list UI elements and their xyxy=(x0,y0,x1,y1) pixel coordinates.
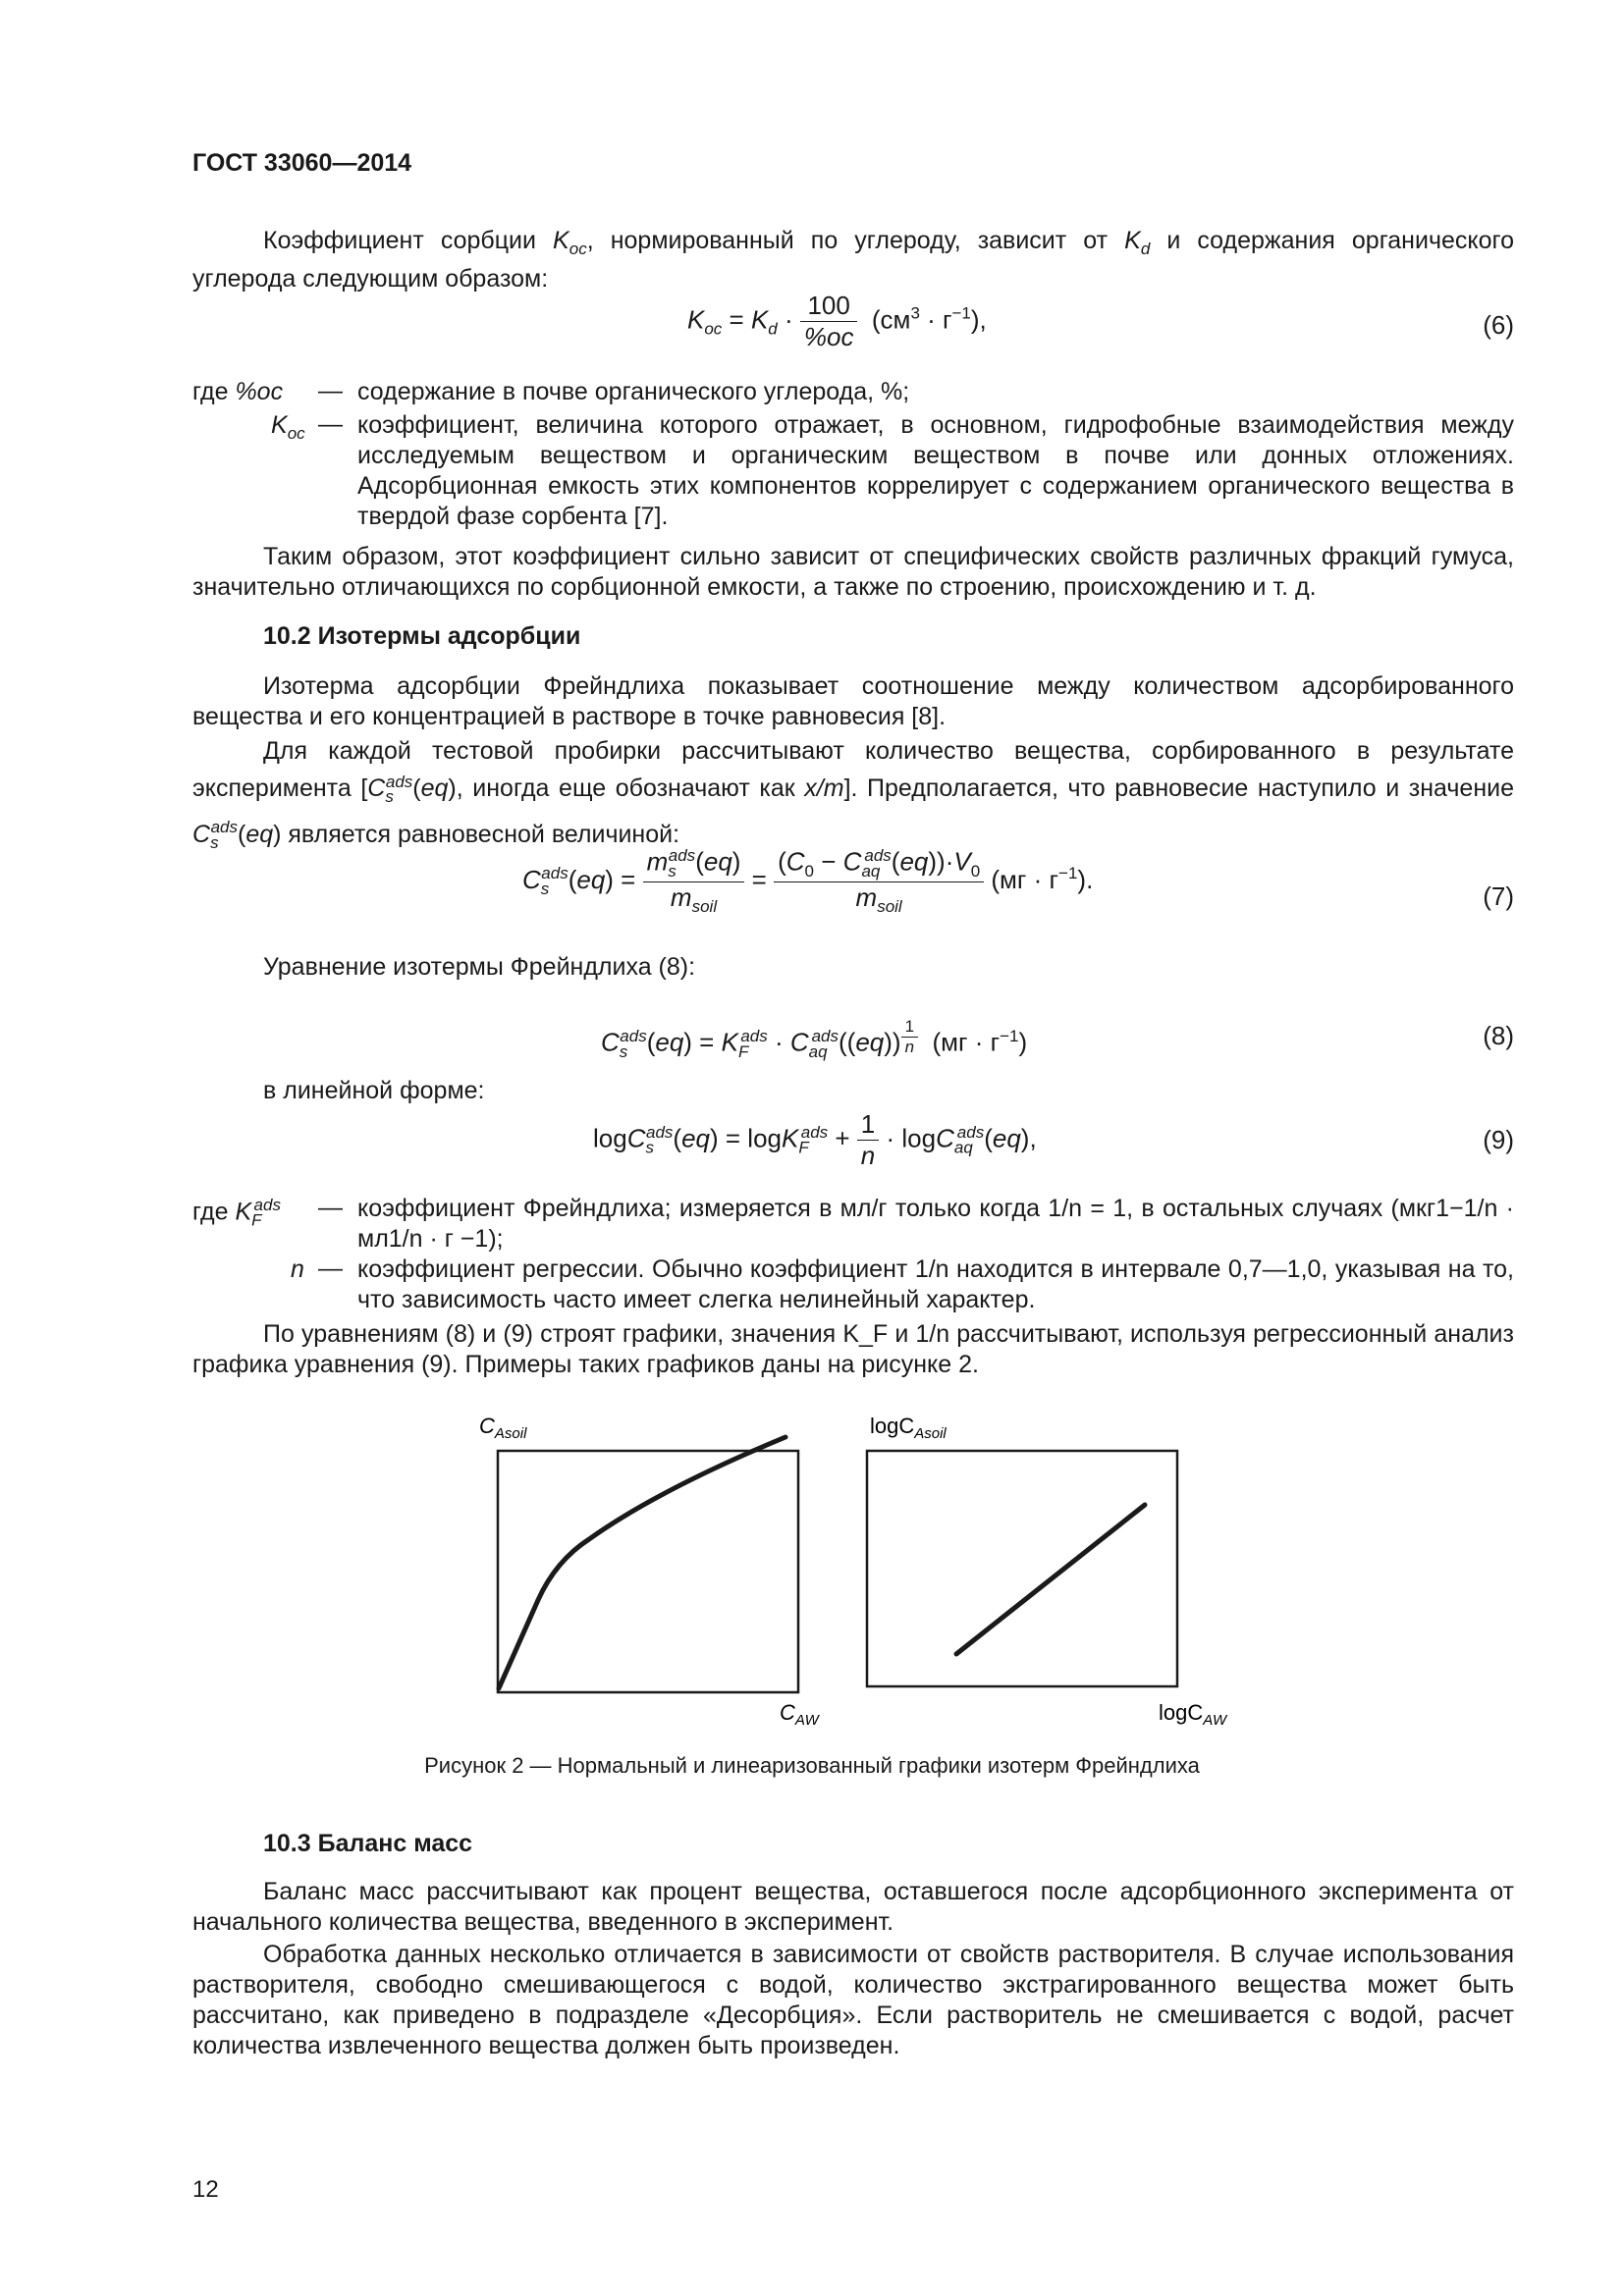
left-x-axis-label: $C_{AW}$ xyxy=(780,1700,819,1729)
paragraph-10-2-4: в линейной форме: xyxy=(263,1077,485,1104)
where-prefix-6: где %oc xyxy=(192,378,284,405)
where-prefix-9: где $K_F^{ads}$ xyxy=(192,1196,281,1230)
section-heading-10-3: 10.3 Баланс масс xyxy=(263,1830,473,1857)
equation-7: $C_s^{ads}(eq)$ = $\frac{m_s^{ads}(eq)}{m_{soil}}$ = $\frac{(C_0 - C_{aq}^{ads}(eq))\cdot V_0}{m_{soil}}$ $(мг \cdot г^{-1})$. xyxy=(522,846,1094,917)
dash: — xyxy=(318,410,343,438)
equation-8-number: (8) xyxy=(1483,1021,1514,1050)
figure-2 xyxy=(461,1404,1247,1747)
standard-code: ГОСТ 33060—2014 xyxy=(192,149,412,177)
right-y-axis-label: logC$_{Asoil}$ xyxy=(870,1414,947,1442)
def-n: коэффициент регрессии. Обычно коэффициент 1/n находится в интервале 0,7—1,0, указывая на то, что зависимость часто имеет слегка нелинейный характер. xyxy=(357,1255,1514,1313)
equation-9: logC$_s^{ads}$(eq) = logK$_F^{ads}$ + $\frac{1}{n}$ · logC$_{aq}^{ads}$(eq), xyxy=(593,1109,1037,1170)
section-heading-10-2: 10.2 Изотермы адсорбции xyxy=(263,622,581,650)
term-koc: $K_{oc}$ xyxy=(271,411,305,443)
def-koc: коэффициент, величина которого отражает, в основном, гидрофобные взаимодействия между исследуемым веществом и органическим веществом в почве или донных отложениях. Адсорбционная емкость этих компонентов коррелирует с содержанием органического вещества в твердой фазе сорбента [7]. xyxy=(357,411,1514,530)
linear-regression-line xyxy=(956,1505,1145,1654)
paragraph-10-2-3: Уравнение изотермы Фрейндлиха (8): xyxy=(263,953,696,981)
paragraph-10-2-5: По уравнениям (8) и (9) строят графики, значения K_F и 1/n рассчитывают, используя регрессионный анализ графика уравнения (9). Примеры таких графиков даны на рисунке 2. xyxy=(192,1320,1514,1378)
page-number: 12 xyxy=(192,2176,219,2203)
def-kf: коэффициент Фрейндлиха; измеряется в мл/г только когда 1/n = 1, в остальных случаях (мкг1−1/n · мл1/n · г −1); xyxy=(357,1195,1514,1253)
right-x-axis-label: logC$_{AW}$ xyxy=(1159,1700,1227,1729)
term-n: n xyxy=(291,1255,304,1283)
paragraph-10-2-1: Изотерма адсорбции Фрейндлиха показывает соотношение между количеством адсорбированного вещества и его концентрацией в растворе в точке равновесия [8]. xyxy=(192,672,1514,730)
def-oc: содержание в почве органического углерода, %; xyxy=(357,378,910,405)
figure-caption: Рисунок 2 — Нормальный и линеаризованный графики изотерм Фрейндлиха xyxy=(424,1753,1200,1778)
equation-6: $K_{oc} = K_d$ · $\frac{100}{\%oc}$ $(см^3 \cdot г^{-1})$, xyxy=(687,291,987,351)
dash: — xyxy=(318,377,343,404)
paragraph-10-3-2: Обработка данных несколько отличается в зависимости от свойств растворителя. В случае использования растворителя, свободно смешивающегося с водой, количество экстрагированного вещества может быть рассчитано, как приведено в подразделе «Десорбция». Если растворитель не смешивается с водой, расчет количества извлеченного вещества должен быть произведен. xyxy=(192,1941,1514,2059)
paragraph-10-3-1: Баланс масс рассчитывают как процент вещества, оставшегося после адсорбционного эксперимента от начального количества вещества, введенного в эксперимент. xyxy=(192,1878,1514,1936)
equation-6-number: (6) xyxy=(1483,310,1514,340)
normal-isotherm-plot xyxy=(479,1414,821,1729)
dash: — xyxy=(318,1194,343,1221)
equation-8: $C_s^{ads}(eq) = K_F^{ads} \cdot C_{aq}^{ads}((eq))$ $^{\frac{1}{n}}$ $(мг \cdot г^{-1})$ xyxy=(601,1017,1028,1061)
left-plot-frame xyxy=(498,1451,798,1692)
left-y-axis-label: $C_{Asoil}$ xyxy=(479,1414,527,1442)
dash: — xyxy=(318,1255,343,1282)
paragraph-thus: Таким образом, этот коэффициент сильно зависит от специфических свойств различных фракций гумуса, значительно отличающихся по сорбционной емкости, а также по строению, происхождению и т. д. xyxy=(192,543,1514,601)
intro-text: Коэффициент сорбции $K_{oc}$, нормированный по углероду, зависит от $K_d$ и содержания органического углерода следующим образом: xyxy=(192,227,1514,293)
right-plot-frame xyxy=(867,1451,1177,1686)
freundlich-curve xyxy=(499,1437,785,1688)
paragraph-10-2-2: Для каждой тестовой пробирки рассчитывают количество вещества, сорбированного в результате эксперимента [$C_s^{ads}(eq)$, иногда еще обозначают как x/m]. Предполагается, что равновесие наступило и значение $C_s^{ads}(eq)$ является равновесной величиной: xyxy=(192,737,1514,852)
equation-7-number: (7) xyxy=(1483,881,1514,911)
linearized-isotherm-plot xyxy=(867,1414,1228,1729)
intro-paragraph xyxy=(192,226,1514,294)
equation-9-number: (9) xyxy=(1483,1125,1514,1154)
